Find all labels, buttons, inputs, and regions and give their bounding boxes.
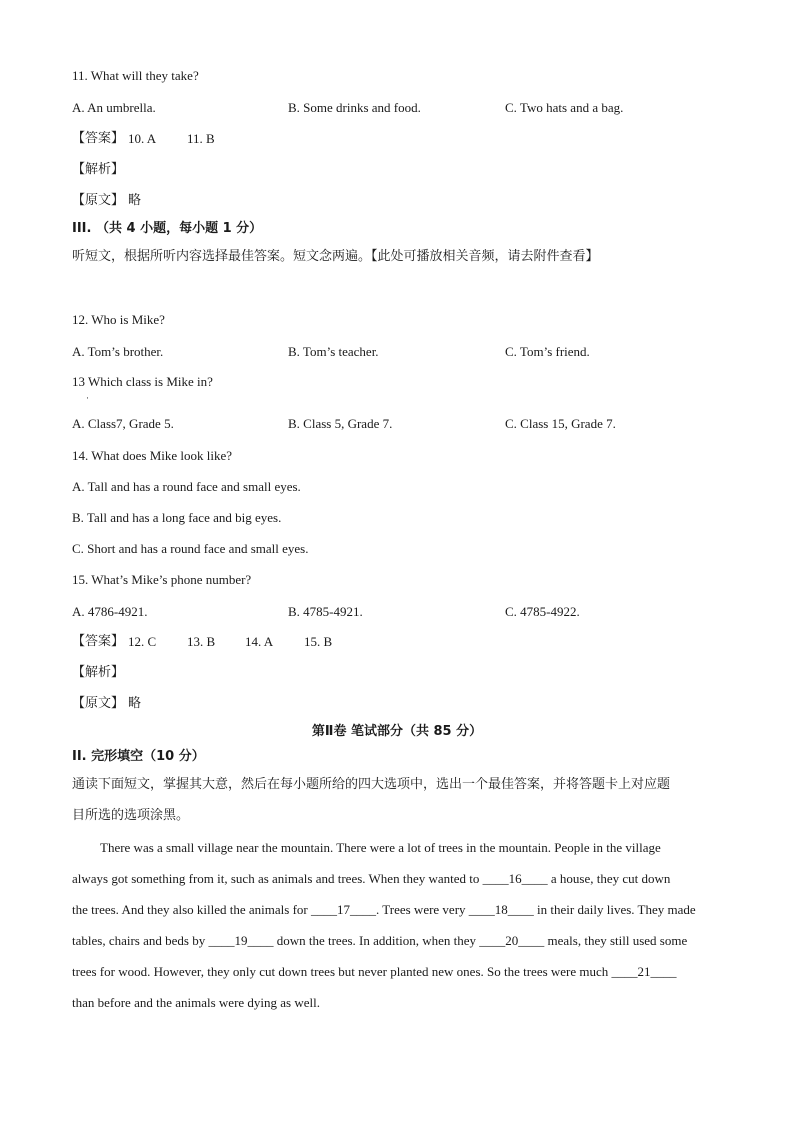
q15-option-a: A. 4786-4921. [72, 604, 148, 619]
section-instruction: 听短文，根据所听内容选择最佳答案。短文念两遍。【此处可播放相关音频，请去附件查看】 [72, 249, 599, 264]
section-heading: III. （共 4 小题，每小题 1 分） [72, 221, 263, 236]
passage-text: trees for wood. However, they only cut down trees but never planted new ones. So the trees were much [72, 964, 612, 979]
answer-14: 14. A [245, 634, 274, 649]
passage-line [72, 925, 722, 956]
passage-text: meals, they still used some [544, 933, 688, 948]
passage-line [72, 987, 722, 1018]
blank-16[interactable]: ____16____ [482, 871, 548, 886]
answer-11: 11. B [187, 131, 215, 146]
blank-20[interactable]: ____20____ [479, 933, 545, 948]
q13-option-b: B. Class 5, Grade 7. [288, 416, 393, 431]
question-12: 12. Who is Mike? [72, 312, 165, 327]
original-label-2: 【原文】 [72, 696, 125, 711]
blank-19[interactable]: ____19____ [208, 933, 274, 948]
q12-option-a: A. Tom’s brother. [72, 344, 164, 359]
q14-option-c: C. Short and has a round face and small eyes. [72, 541, 309, 556]
answer-12: 12. C [128, 634, 157, 649]
passage-text: than before and the animals were dying as well. [72, 995, 320, 1010]
passage-text: a house, they cut down [547, 871, 671, 886]
cloze-instruction-2: 目所选的选项涂黑。 [72, 808, 190, 823]
q11-option-c: C. Two hats and a bag. [505, 100, 624, 115]
blank-18[interactable]: ____18____ [468, 902, 534, 917]
passage-line [72, 863, 722, 894]
q15-option-b: B. 4785-4921. [288, 604, 363, 619]
cloze-passage [72, 832, 722, 1018]
passage-text: tables, chairs and beds by [72, 933, 209, 948]
q14-option-a: A. Tall and has a round face and small eyes. [72, 479, 301, 494]
blank-21[interactable]: ____21____ [611, 964, 677, 979]
answer-label-2: 【答案】 [72, 634, 125, 649]
answer-10: 10. A [128, 131, 157, 146]
passage-text: down the trees. In addition, when they [273, 933, 480, 948]
passage-line [72, 894, 722, 925]
q11-option-a: A. An umbrella. [72, 100, 156, 115]
original-label: 【原文】 [72, 193, 125, 208]
cloze-instruction-1: 通读下面短文，掌握其大意，然后在每小题所给的四大选项中，选出一个最佳答案，并将答题卡上对应题 [72, 777, 671, 792]
passage-text: in their daily lives. They made [533, 902, 696, 917]
q14-option-b: B. Tall and has a long face and big eyes. [72, 510, 282, 525]
original-text-2: 略 [128, 696, 142, 711]
answer-15: 15. B [304, 634, 333, 649]
q11-option-b: B. Some drinks and food. [288, 100, 421, 115]
passage-line [72, 832, 722, 863]
passage-text: There was a small village near the mountain. There were a lot of trees in the mountain. People in the village [100, 840, 661, 855]
q12-option-b: B. Tom’s teacher. [288, 344, 379, 359]
answer-label: 【答案】 [72, 131, 125, 146]
passage-text: the trees. And they also killed the animals for [72, 902, 311, 917]
question-13: 13 Which class is Mike in? [72, 374, 213, 389]
q12-option-c: C. Tom’s friend. [505, 344, 590, 359]
cloze-heading: II. 完形填空（10 分） [72, 749, 205, 764]
passage-text: always got something from it, such as animals and trees. When they wanted to [72, 871, 483, 886]
answer-13: 13. B [187, 634, 216, 649]
analysis-label-2: 【解析】 [72, 665, 125, 680]
question-15: 15. What’s Mike’s phone number? [72, 572, 252, 587]
passage-text: . Trees were very [376, 902, 469, 917]
q15-option-c: C. 4785-4922. [505, 604, 580, 619]
q13-option-c: C. Class 15, Grade 7. [505, 416, 616, 431]
passage-line [72, 956, 722, 987]
original-text: 略 [128, 193, 142, 208]
question-14: 14. What does Mike look like? [72, 448, 233, 463]
analysis-label: 【解析】 [72, 162, 125, 177]
q13-option-a: A. Class7, Grade 5. [72, 416, 174, 431]
blank-17[interactable]: ____17____ [311, 902, 376, 917]
question-11: 11. What will they take? [72, 68, 199, 83]
part-title: 第Ⅱ卷 笔试部分（共 85 分） [311, 724, 483, 739]
stray-dot: · [86, 393, 89, 403]
